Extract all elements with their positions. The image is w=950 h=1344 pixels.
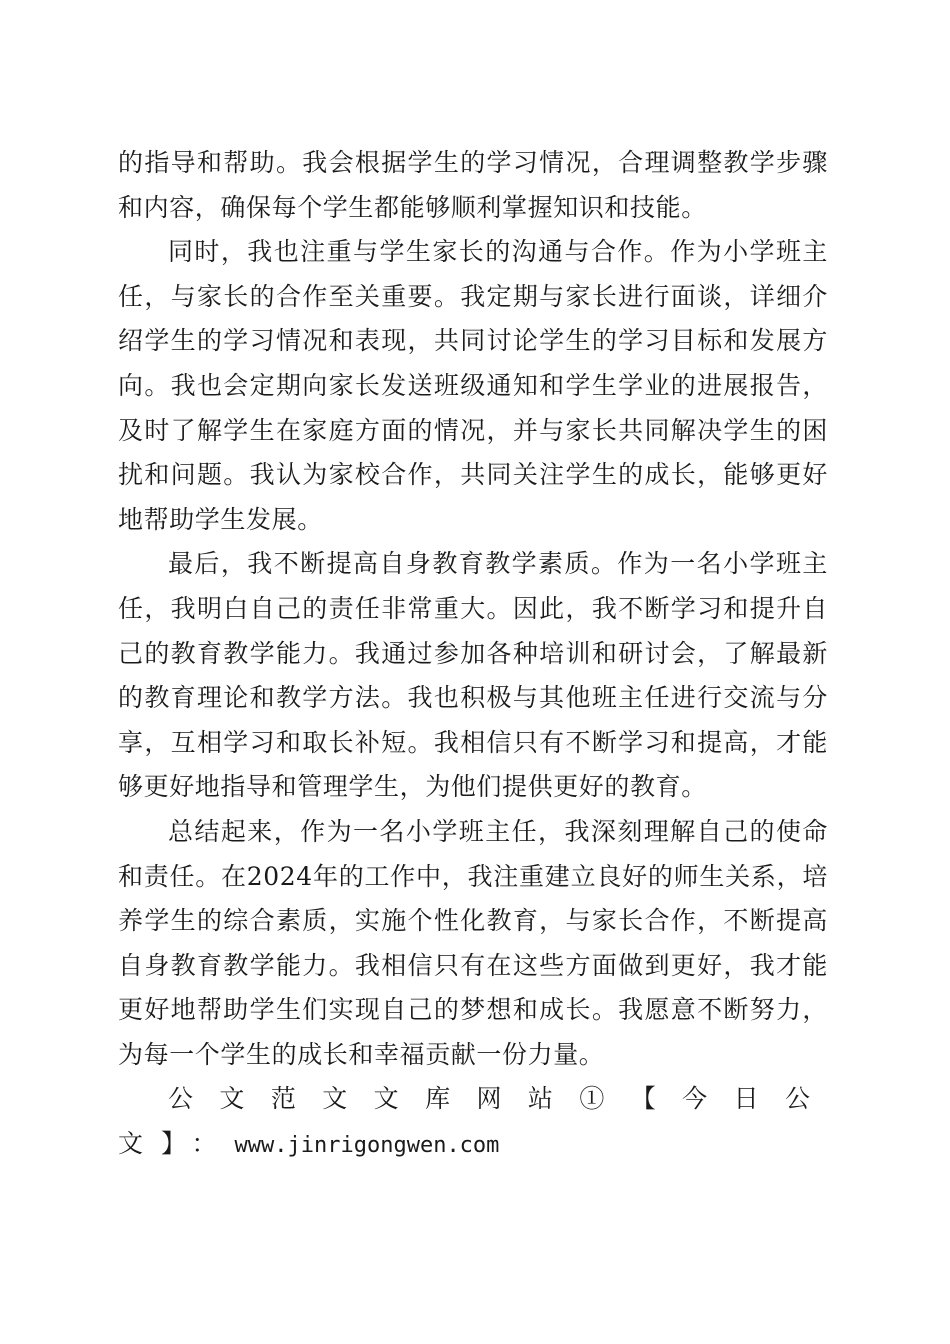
source-url: www.jinrigongwen.com: [234, 1133, 500, 1159]
document-body: [118, 141, 828, 1169]
source-label: 公文范文文库网站①【今日公文】：: [118, 1084, 828, 1159]
source-footer: [118, 1077, 828, 1168]
paragraph-continued: 的指导和帮助。我会根据学生的学习情况，合理调整教学步骤和内容，确保每个学生都能够顺利掌握知识和技能。: [118, 148, 828, 222]
paragraph-summary: 总结起来，作为一名小学班主任，我深刻理解自己的使命和责任。在2024年的工作中，我注重建立良好的师生关系，培养学生的综合素质，实施个性化教育，与家长合作，不断提高自身教育教学能力。我相信只有在这些方面做到更好，我才能更好地帮助学生们实现自己的梦想和成长。我愿意不断努力，为每一个学生的成长和幸福贡献一份力量。: [118, 816, 828, 1069]
paragraph-parent-cooperation: 同时，我也注重与学生家长的沟通与合作。作为小学班主任，与家长的合作至关重要。我定期与家长进行面谈，详细介绍学生的学习情况和表现，共同讨论学生的学习目标和发展方向。我也会定期向家长发送班级通知和学生学业的进展报告，及时了解学生在家庭方面的情况，并与家长共同解决学生的困扰和问题。我认为家校合作，共同关注学生的成长，能够更好地帮助学生发展。: [118, 237, 828, 534]
paragraph-self-improvement: 最后，我不断提高自身教育教学素质。作为一名小学班主任，我明白自己的责任非常重大。因此，我不断学习和提升自己的教育教学能力。我通过参加各种培训和研讨会，了解最新的教育理论和教学方法。我也积极与其他班主任进行交流与分享，互相学习和取长补短。我相信只有不断学习和提高，才能够更好地指导和管理学生，为他们提供更好的教育。: [118, 549, 828, 802]
